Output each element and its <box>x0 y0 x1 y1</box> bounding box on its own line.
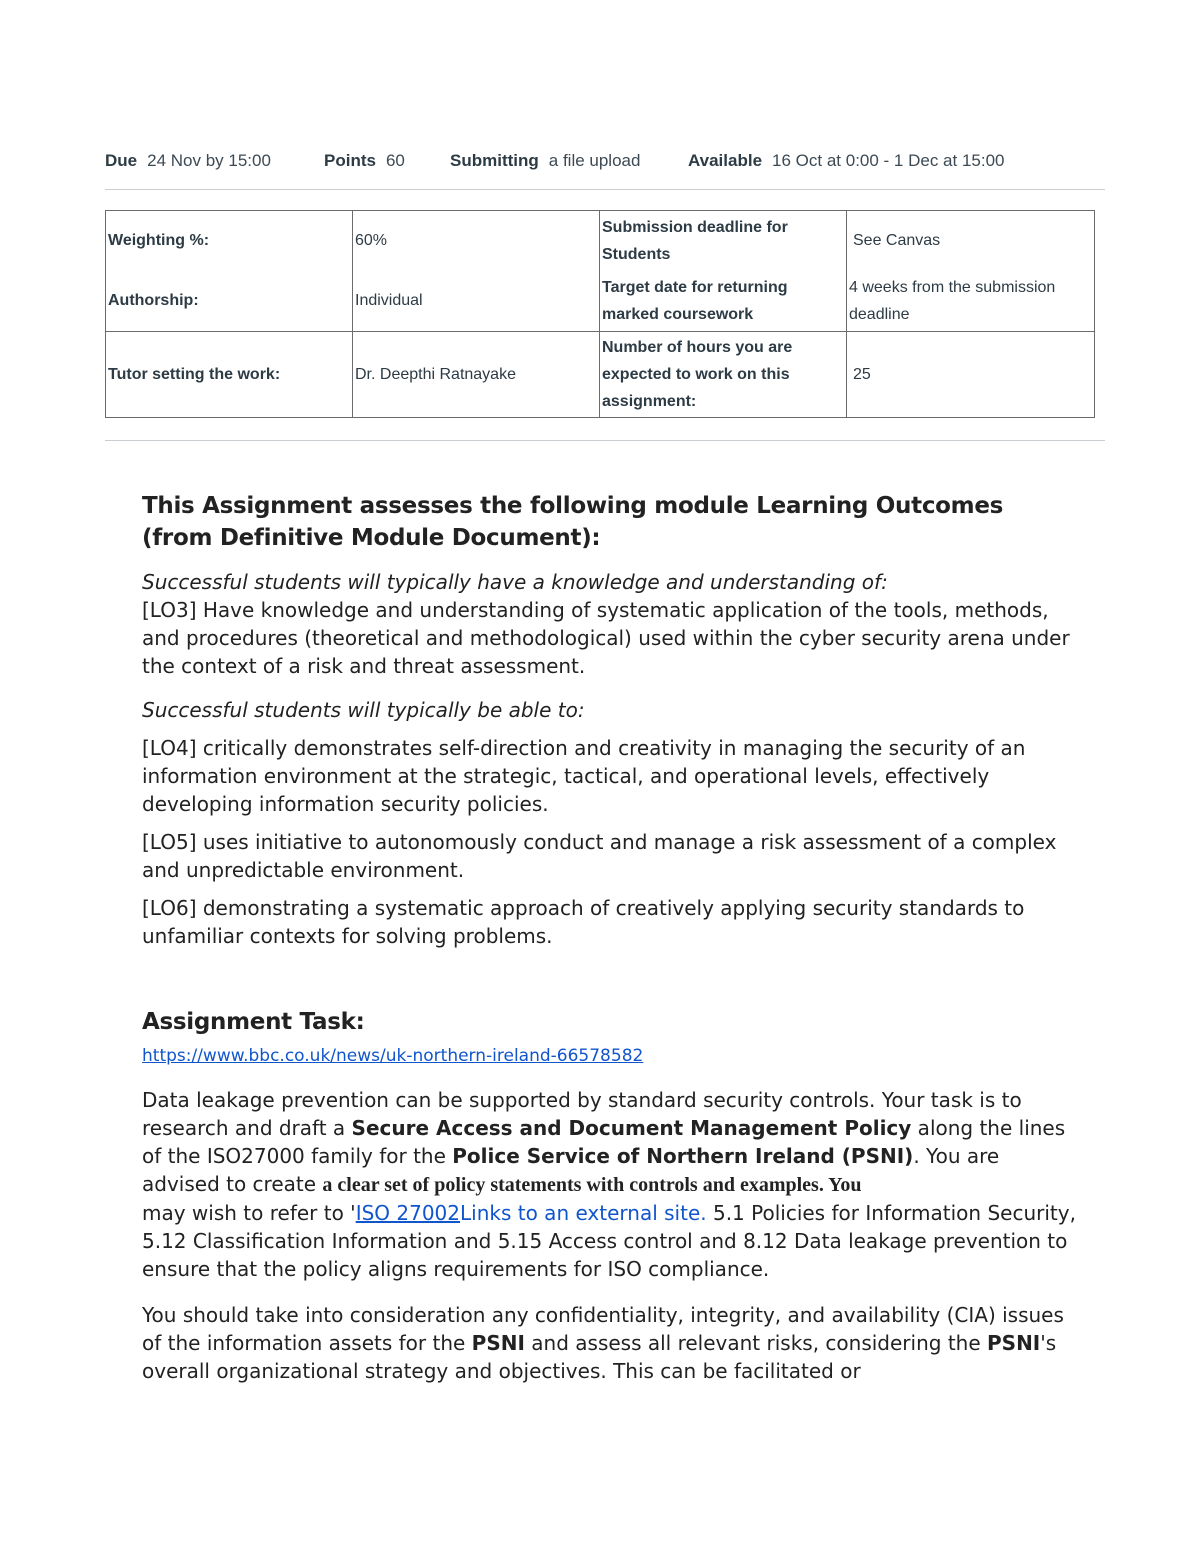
lo3-text: [LO3] Have knowledge and understanding of systematic application of the tools, methods, and procedures (theoretical and methodological) used within the cyber security arena under the context of a risk and threat assessment. <box>142 598 1070 678</box>
assignment-info-table <box>105 210 1095 418</box>
task-p1-e: . You are advised to create <box>142 1144 1000 1196</box>
task-paragraph-1 <box>142 1086 1082 1283</box>
hours-value: 25 <box>847 332 1095 418</box>
authorship-label: Authorship: <box>108 292 199 309</box>
available-label: Available <box>688 151 763 170</box>
assignment-body <box>142 490 1082 1385</box>
hours-label: Number of hours you are expected to work on this assignment: <box>600 332 847 418</box>
due-label: Due <box>105 151 138 170</box>
submitting-label: Submitting <box>450 151 539 170</box>
psni-bold-1: PSNI <box>471 1331 525 1355</box>
task-p1-h: 5.1 Policies for Information Security, 5.12 Classification Information and 5.15 Access control and 8.12 Data leakage prevention to ensure that the policy aligns requirements for ISO compliance. <box>142 1201 1076 1281</box>
available-meta <box>688 151 1005 171</box>
bbc-news-link[interactable]: https://www.bbc.co.uk/news/uk-northern-ireland-66578582 <box>142 1046 644 1066</box>
weighting-label: Weighting %: <box>108 232 210 249</box>
external-site-note[interactable]: Links to an external site. <box>460 1201 707 1225</box>
lo6-text: [LO6] demonstrating a systematic approach of creatively applying security standards to unfamiliar contexts for solving problems. <box>142 896 1025 948</box>
submitting-value: a file upload <box>548 151 641 170</box>
values-cell-1 <box>353 211 600 332</box>
task-p1-a: Data leakage prevention can be supported by standard security controls. Your task is to research and draft a <box>142 1088 1022 1140</box>
divider-top <box>105 189 1105 190</box>
authorship-value: Individual <box>355 292 423 309</box>
weighting-value: 60% <box>355 232 388 249</box>
task-p1-c: along the lines of the ISO27000 family for the <box>142 1116 1066 1168</box>
deadline-value: See Canvas <box>853 232 941 249</box>
labels-cell-2 <box>600 211 847 332</box>
deadline-label: Submission deadline for Students <box>602 219 788 263</box>
lo4-text: [LO4] critically demonstrates self-direction and creativity in managing the security of an information environment at the strategic, tactical, and operational levels, effectively developing information security policies. <box>142 736 1026 816</box>
task-p2-e: 's overall organizational strategy and objectives. This can be facilitated or <box>142 1331 1057 1383</box>
values-cell-2 <box>847 211 1095 332</box>
points-label: Points <box>324 151 376 170</box>
able-intro: Successful students will typically be able to: <box>142 698 585 722</box>
due-meta <box>105 151 271 171</box>
points-meta <box>324 151 405 171</box>
lo5-text: [LO5] uses initiative to autonomously conduct and manage a risk assessment of a complex and unpredictable environment. <box>142 830 1057 882</box>
iso-27002-link[interactable]: ISO 27002 <box>355 1201 461 1225</box>
target-date-value: 4 weeks from the submission deadline <box>849 279 1056 323</box>
task-paragraph-2 <box>142 1301 1082 1385</box>
points-value: 60 <box>385 151 405 170</box>
labels-cell-1 <box>106 211 353 332</box>
organization-name: Police Service of Northern Ireland (PSNI) <box>452 1144 914 1168</box>
psni-bold-2: PSNI <box>987 1331 1041 1355</box>
policy-name: Secure Access and Document Management Policy <box>351 1116 912 1140</box>
submitting-meta <box>450 151 640 171</box>
policy-statements-emphasis: a clear set of policy statements with controls and examples. You <box>322 1174 862 1196</box>
due-value: 24 Nov by 15:00 <box>147 151 271 170</box>
task-p1-g: may wish to refer to ' <box>142 1201 356 1225</box>
knowledge-intro: Successful students will typically have a knowledge and understanding of: <box>142 570 888 594</box>
task-p2-a: You should take into consideration any confidentiality, integrity, and availability (CIA) issues of the information assets for the <box>142 1303 1064 1355</box>
task-p2-c: and assess all relevant risks, considering the <box>524 1331 987 1355</box>
assignment-meta-bar <box>105 148 1105 176</box>
learning-outcomes-heading: This Assignment assesses the following module Learning Outcomes (from Definitive Module Document): <box>142 493 1004 551</box>
tutor-value: Dr. Deepthi Ratnayake <box>353 332 600 418</box>
tutor-label: Tutor setting the work: <box>106 332 353 418</box>
divider-bottom <box>105 440 1105 441</box>
assignment-task-heading: Assignment Task: <box>142 1009 365 1035</box>
target-date-label: Target date for returning marked coursework <box>602 279 788 323</box>
available-value: 16 Oct at 0:00 - 1 Dec at 15:00 <box>772 151 1005 170</box>
